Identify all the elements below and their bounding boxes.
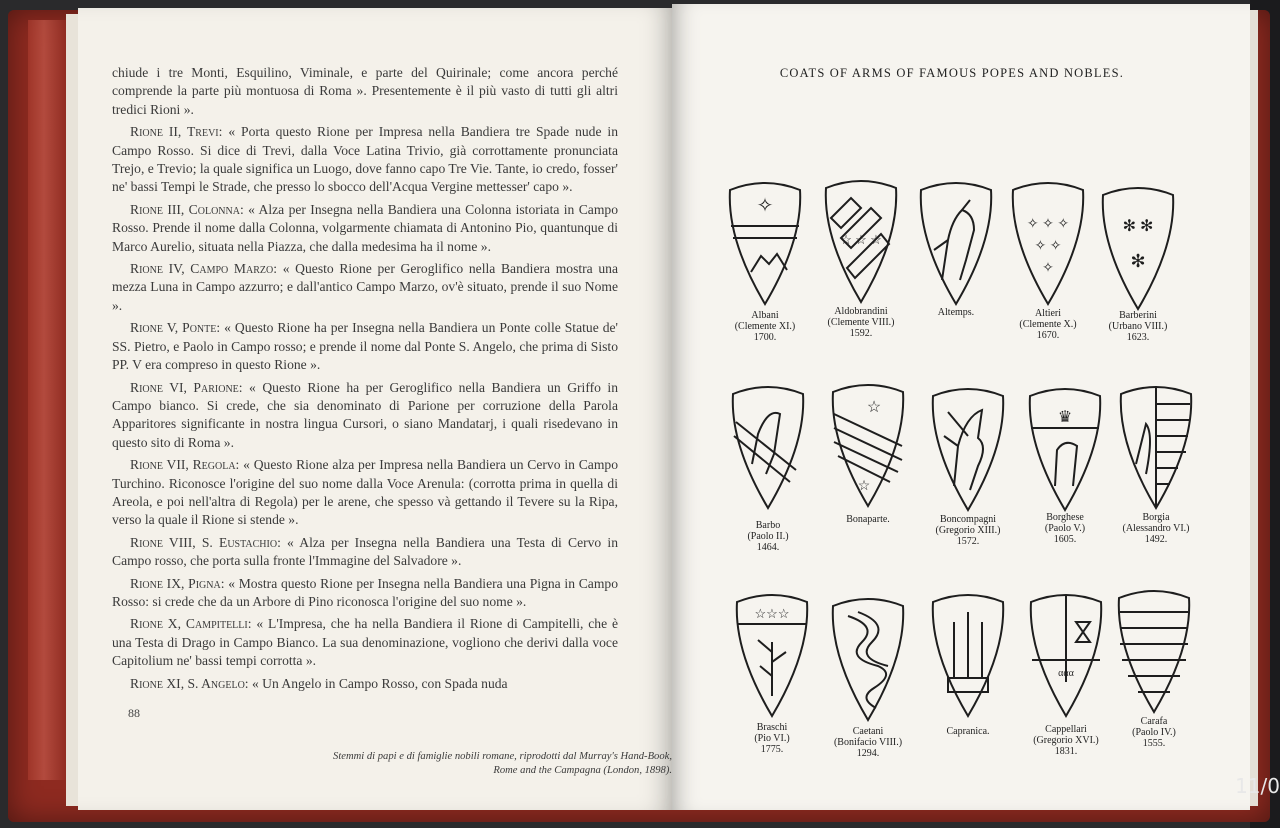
caption-line: Stemmi di papi e di famiglie nobili romane, riprodotti dal Murray's Hand-Book, (333, 751, 672, 762)
paragraph: Rione V, Ponte: « Questo Rione ha per Insegna nella Bandiera un Ponte colle Statue de' SS. Pietro, e Paolo in Campo rosso; e prende il nome dal Ponte S. Angelo, che prima di Sisto PP. V era compreso in questo Rione ». (112, 320, 618, 373)
arms-bonaparte (833, 385, 903, 506)
paragraph: Rione X, Campitelli: « L'Impresa, che ha nella Bandiera il Rione di Campitelli, che è una Testa di Drago in Campo Bianco. La sua denominazione, vogliono che derivi dalla voce Capitolium ne' bassi tempi corrotta ». (112, 616, 618, 669)
arms-aldobrandini (826, 181, 896, 302)
arms-label-cappellari: Cappellari (Gregorio XVI.) 1831. (1033, 724, 1099, 757)
svg-text:☆: ☆ (866, 399, 882, 416)
arms-label-aldobrandini: Aldobrandini (Clemente VIII.) 1592. (827, 306, 895, 339)
svg-text:♛: ♛ (1057, 409, 1073, 426)
photo-counter-overlay: 11/0 (1235, 774, 1280, 798)
left-page-text (112, 64, 618, 697)
arms-boncompagni (933, 389, 1003, 510)
svg-text:☆☆☆: ☆☆☆ (754, 606, 790, 621)
paragraph: Rione VII, Regola: « Questo Rione alza per Impresa nella Bandiera un Cervo in Campo Turchino. Riconosce l'origine del suo nome dalla Voce Arenula: (corrotta prima in quella di Areola, e poi nell'altra di Regola) per le arene, che spesso và gettando il Tevere su la Ripa, verso la quale il Rione si stende ». (112, 457, 618, 528)
arms-label-caetani: Caetani (Bonifacio VIII.) 1294. (833, 726, 903, 759)
page-number: 88 (128, 706, 140, 720)
arms-label-boncompagni: Boncompagni (Gregorio XIII.) 1572. (935, 514, 1001, 547)
arms-label-borghese: Borghese (Paolo V.) 1605. (1044, 512, 1086, 545)
svg-text:✻: ✻ (1130, 251, 1146, 271)
arms-label-altieri: Altieri (Clemente X.) 1670. (1019, 308, 1077, 341)
arms-capranica (933, 595, 1003, 716)
svg-text:✧: ✧ (756, 195, 774, 217)
svg-text:✻ ✻: ✻ ✻ (1122, 218, 1154, 235)
arms-label-carafa: Carafa (Paolo IV.) 1555. (1132, 716, 1176, 749)
coats-of-arms-plate (672, 0, 1250, 810)
paragraph: Rione XI, S. Angelo: « Un Angelo in Campo Rosso, con Spada nuda (130, 675, 508, 691)
paragraph: Rione II, Trevi: « Porta questo Rione per Impresa nella Bandiera tre Spade nude in Campo Rosso. Si dice di Trevi, dalla Voce Latina Trivio, già corrottamente pronunciata Trejo, e Trevio; la quale significa un Luogo, dove fanno capo Tre Vie. Tante, io credo, fosser' ne' bassi Tempi le Strade, che presso lo sbocco dell'Acqua Vergine mettesser' capo ». (112, 124, 618, 195)
arms-braschi (737, 595, 807, 716)
svg-text:ααα: ααα (1058, 668, 1074, 679)
arms-label-barbo: Barbo (Paolo II.) 1464. (747, 520, 789, 553)
svg-text:☆: ☆ (857, 479, 871, 494)
arms-altemps (921, 183, 991, 304)
paragraph: Rione IV, Campo Marzo: « Questo Rione per Geroglifico nella Bandiera mostra una mezza Luna in Campo azzurro; e dall'antico Campo Marzo, ov'è situato, prende il suo Nome ». (112, 261, 619, 313)
plate-title: COATS OF ARMS OF FAMOUS POPES AND NOBLES. (779, 66, 1125, 80)
cover-gloss (28, 20, 68, 780)
arms-caetani (833, 599, 903, 720)
arms-label-bonaparte: Bonaparte. (846, 514, 890, 525)
arms-carafa (1119, 591, 1189, 712)
arms-label-borgia: Borgia (Alessandro VI.) 1492. (1122, 512, 1190, 545)
arms-barberini (1103, 188, 1173, 309)
arms-label-albani: Albani (Clemente XI.) 1700. (734, 310, 796, 343)
svg-text:✧: ✧ (1042, 261, 1054, 276)
arms-barbo (733, 387, 803, 508)
caption-line: Rome and the Campagna (London, 1898). (493, 765, 672, 776)
arms-label-capranica: Capranica. (946, 726, 990, 737)
paragraph: Rione VIII, S. Eustachio: « Alza per Insegna nella Bandiera una Testa di Cervo in Campo rosso, che porta sulla fronte l'Immagine del Salvadore ». (112, 534, 618, 569)
arms-altieri (1013, 183, 1083, 304)
arms-cappellari (1031, 595, 1101, 716)
arms-label-altemps: Altemps. (937, 307, 975, 318)
arms-label-barberini: Barberini (Urbano VIII.) 1623. (1108, 310, 1168, 343)
arms-label-braschi: Braschi (Pio VI.) 1775. (754, 722, 790, 755)
paragraph: Rione III, Colonna: « Alza per Insegna nella Bandiera una Colonna istoriata in Campo Rosso. Prende il nome dalla Colonna, volgarmente chiamata di Antonino Pio, quantunque di Marco Aurelio, situata nella Piazza, che dalla medesima ha il nome ». (112, 201, 618, 254)
svg-text:☆ ☆ ☆: ☆ ☆ ☆ (840, 232, 882, 247)
figure-caption (292, 750, 672, 778)
paragraph: chiude i tre Monti, Esquilino, Viminale, e parte del Quirinale; come ancora perché comprende la parte più montuosa di Roma ». Presentemente è il più vasto di tutti gli altri tredici Rioni ». (112, 65, 618, 117)
paragraph: Rione VI, Parione: « Questo Rione ha per Geroglifico nella Bandiera un Griffo in Campo bianco. Si crede, che sia denominato di Parione per corruzione della Parola Apparitores significante in nostra lingua Cursori, o siano Mandatarj, i quali risedevano in questo sito di Roma ». (112, 379, 618, 450)
arms-albani (730, 183, 800, 304)
svg-text:✧ ✧: ✧ ✧ (1034, 239, 1062, 254)
paragraph: Rione IX, Pigna: « Mostra questo Rione per Insegna nella Bandiera una Pigna in Campo Rosso: si crede che da un Arbore di Pino riconosca l'origine del suo nome ». (112, 575, 618, 609)
arms-borgia (1121, 386, 1191, 508)
arms-borghese (1030, 389, 1100, 510)
svg-text:✧ ✧ ✧: ✧ ✧ ✧ (1026, 217, 1070, 232)
